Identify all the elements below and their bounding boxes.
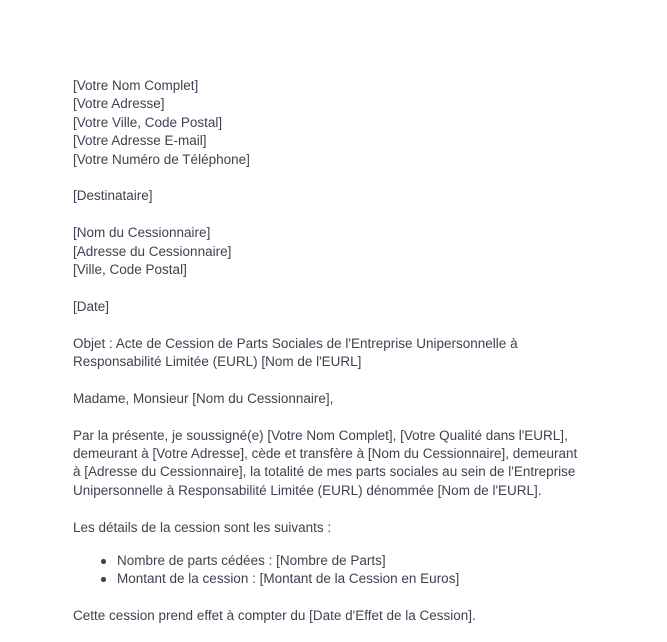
bullet-icon — [101, 577, 106, 582]
effective-date-line: Cette cession prend effet à compter du [Date d'Effet de la Cession]. — [73, 608, 476, 624]
sender-name-line: [Votre Nom Complet] — [73, 78, 199, 93]
body-line-3: à [Adresse du Cessionnaire], la totalité de mes parts sociales au sein de l'Entreprise — [73, 464, 576, 480]
body-line-1: Par la présente, je soussigné(e) [Votre Nom Complet], [Votre Qualité dans l'EURL], — [73, 427, 568, 443]
letter-body — [73, 77, 633, 642]
date-block — [73, 298, 633, 316]
list-item-text: Montant de la cession : [Montant de la Cession en Euros] — [117, 571, 460, 587]
subject-line-2: Responsabilité Limitée (EURL) [Nom de l'EURL] — [73, 354, 362, 370]
date-line: [Date] — [73, 298, 110, 314]
recipient-label-line: [Destinataire] — [73, 188, 153, 204]
subject-block — [73, 335, 633, 372]
recipient-label-block — [73, 187, 633, 205]
salutation-block — [73, 390, 633, 408]
list-item-text: Nombre de parts cédées : [Nombre de Parts] — [117, 553, 386, 569]
cessionnaire-address-line: [Adresse du Cessionnaire] — [73, 243, 232, 259]
details-intro-line: Les détails de la cession sont les suivants : — [73, 519, 332, 535]
sender-city-line: [Votre Ville, Code Postal] — [73, 114, 223, 130]
subject-line-1: Objet : Acte de Cession de Parts Sociales de l'Entreprise Unipersonnelle à — [73, 335, 518, 351]
list-item — [73, 570, 633, 588]
cessionnaire-city-line: [Ville, Code Postal] — [73, 262, 187, 278]
body-line-2: demeurant à [Votre Adresse], cède et transfère à [Nom du Cessionnaire], demeurant — [73, 446, 578, 462]
sender-phone-line: [Votre Numéro de Téléphone] — [73, 151, 250, 167]
body-paragraph — [73, 427, 633, 501]
effective-date-block — [73, 607, 633, 625]
sender-email-line: [Votre Adresse E-mail] — [73, 133, 207, 149]
cessionnaire-address-block — [73, 224, 633, 279]
details-list — [73, 552, 633, 589]
sender-address-block — [73, 77, 633, 169]
details-intro-block — [73, 519, 633, 537]
bullet-icon — [101, 559, 106, 564]
salutation-line: Madame, Monsieur [Nom du Cessionnaire], — [73, 390, 334, 406]
body-line-4: Unipersonnelle à Responsabilité Limitée (EURL) dénommée [Nom de l'EURL]. — [73, 482, 542, 498]
cessionnaire-name-line: [Nom du Cessionnaire] — [73, 225, 211, 241]
sender-address-line: [Votre Adresse] — [73, 96, 165, 112]
list-item — [73, 552, 633, 570]
